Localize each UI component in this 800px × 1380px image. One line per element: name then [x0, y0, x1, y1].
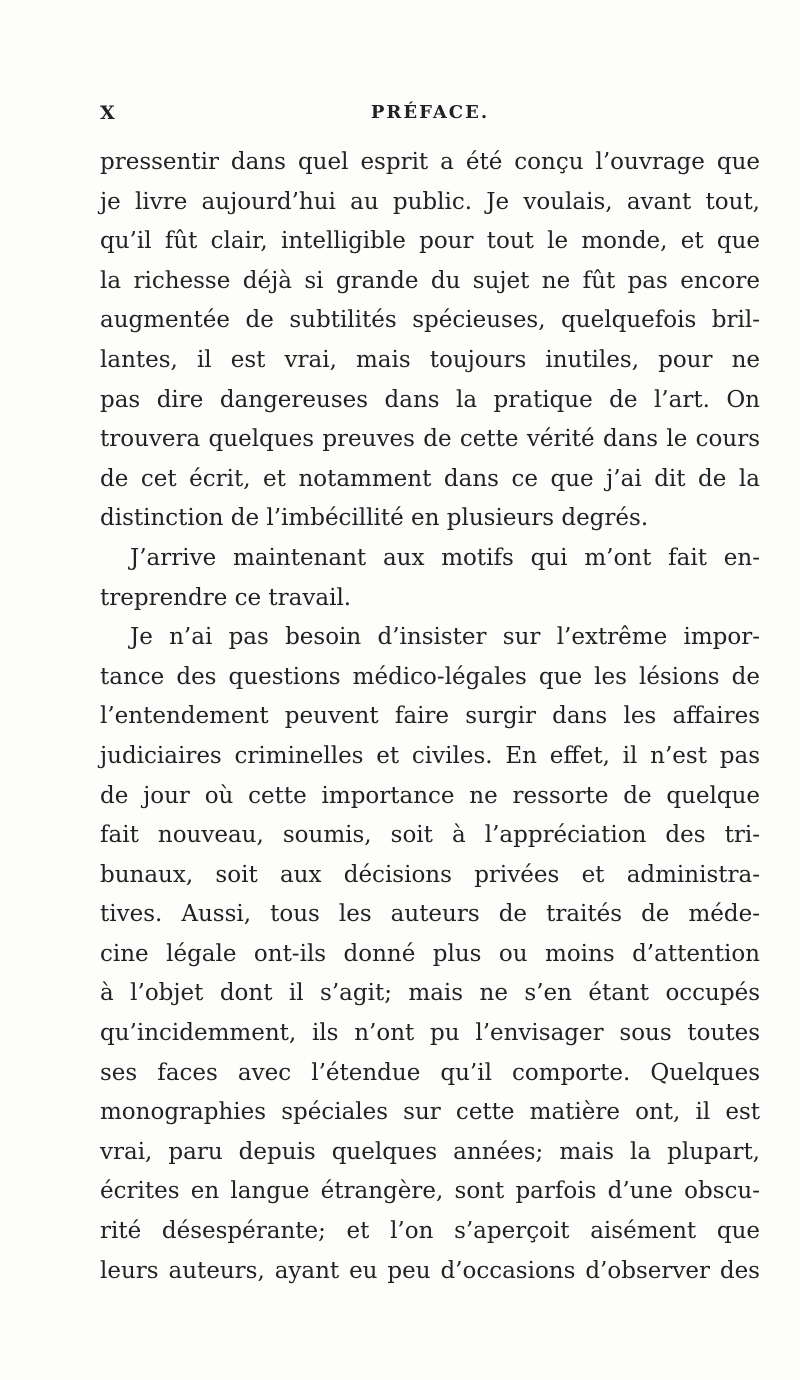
text-line: leurs auteurs, ayant eu peu d’occasions d’observer des: [100, 1257, 760, 1284]
text-line: treprendre ce travail.: [100, 584, 352, 611]
text-line: monographies spéciales sur cette matière ont, il est: [100, 1099, 760, 1126]
text-line: Je n’ai pas besoin d’insister sur l’extrême impor-: [130, 624, 760, 651]
text-line: J’arrive maintenant aux motifs qui m’ont fait en-: [130, 544, 760, 571]
text-line: je livre aujourd’hui au public. Je voulais, avant tout,: [100, 188, 760, 215]
text-line: cine légale ont-ils donné plus ou moins d’attention: [100, 940, 760, 967]
text-line: bunaux, soit aux décisions privées et administra-: [100, 861, 760, 888]
text-line: rité désespérante; et l’on s’aperçoit aisément que: [100, 1218, 760, 1245]
text-line: à l’objet dont il s’agit; mais ne s’en étant occupés: [100, 980, 760, 1007]
text-line: tives. Aussi, tous les auteurs de traités de méde-: [100, 901, 760, 928]
page-number: X: [100, 102, 116, 124]
text-line: de cet écrit, et notamment dans ce que j’ai dit de la: [100, 465, 760, 492]
text-line: l’entendement peuvent faire surgir dans les affaires: [100, 703, 760, 730]
text-line: qu’il fût clair, intelligible pour tout le monde, et que: [100, 228, 760, 255]
running-head: [100, 102, 760, 130]
text-line: distinction de l’imbécillité en plusieurs degrés.: [100, 505, 649, 532]
text-line: ses faces avec l’étendue qu’il comporte. Quelques: [100, 1059, 760, 1086]
text-line: qu’incidemment, ils n’ont pu l’envisager sous toutes: [100, 1020, 760, 1047]
text-line: tance des questions médico-légales que les lésions de: [100, 663, 760, 690]
body-text: [100, 143, 760, 1291]
text-line: fait nouveau, soumis, soit à l’appréciation des tri-: [100, 822, 760, 849]
text-line: pas dire dangereuses dans la pratique de l’art. On: [100, 386, 760, 413]
text-line: lantes, il est vrai, mais toujours inutiles, pour ne: [100, 346, 760, 373]
text-line: la richesse déjà si grande du sujet ne fût pas encore: [100, 267, 760, 294]
text-line: écrites en langue étrangère, sont parfois d’une obscu-: [100, 1178, 760, 1205]
text-line: pressentir dans quel esprit a été conçu l’ouvrage que: [100, 149, 760, 175]
text-line: judiciaires criminelles et civiles. En effet, il n’est pas: [100, 742, 760, 769]
text-line: trouvera quelques preuves de cette vérité dans le cours: [100, 426, 760, 453]
running-head-title: PRÉFACE.: [370, 102, 490, 123]
text-line: augmentée de subtilités spécieuses, quelquefois bril-: [100, 307, 760, 334]
text-line: de jour où cette importance ne ressorte de quelque: [100, 782, 760, 809]
text-line: vrai, paru depuis quelques années; mais la plupart,: [100, 1138, 760, 1165]
